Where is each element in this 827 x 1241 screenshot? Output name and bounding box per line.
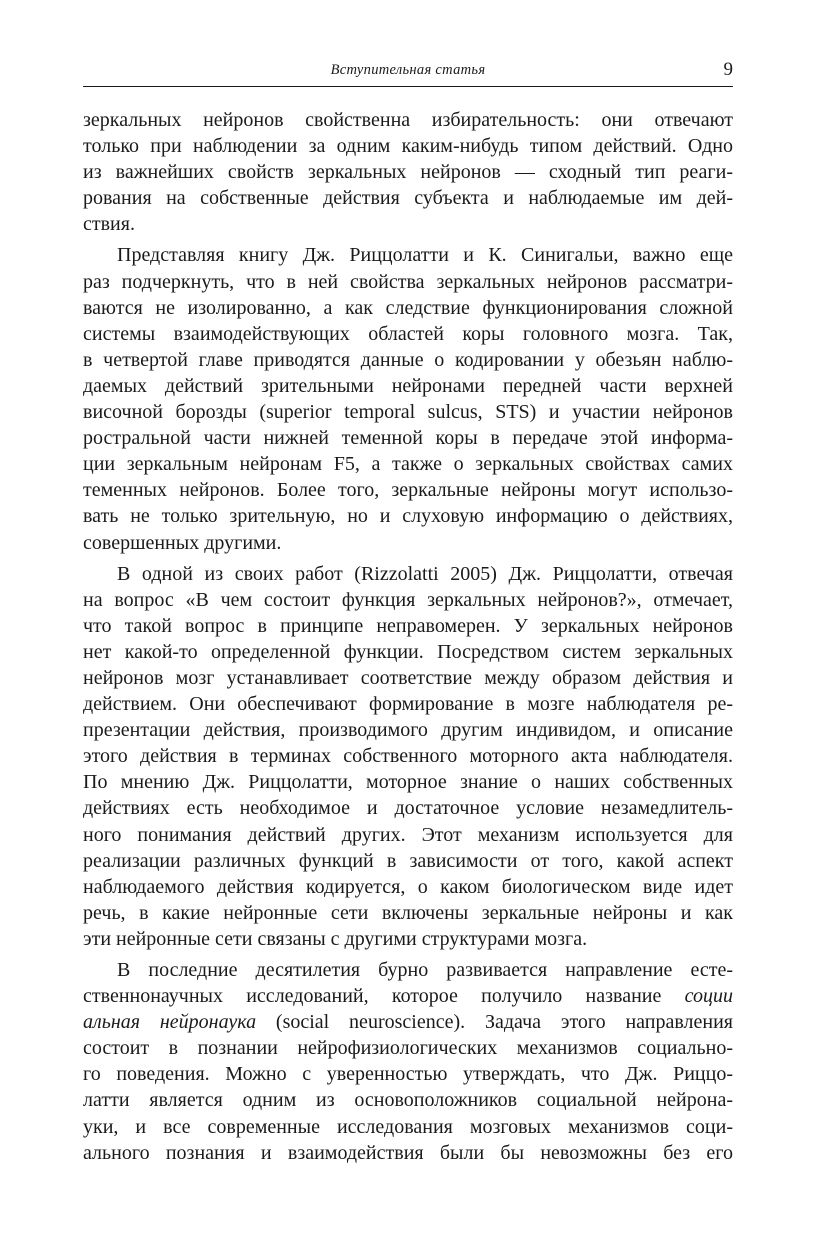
text-line: ции зеркальным нейронам F5, а также о зеркальных свойствах самих [83,453,733,476]
text-line: в четвертой главе приводятся данные о кодировании у обезьян наблю- [83,348,733,371]
text-line: теменных нейронов. Более того, зеркальные нейроны могут использо- [83,479,733,502]
text-line: Представляя книгу Дж. Риццолатти и К. Синигальи, важно еще [117,244,733,267]
text-line: только при наблюдении за одним каким-нибудь типом действий. Одно [83,135,733,158]
text-line: этого действия в терминах собственного моторного акта наблюдателя. [83,745,733,768]
text-line [83,1009,733,1035]
text-line: речь, в какие нейронные сети включены зеркальные нейроны и как [83,901,733,924]
text-line: уки, и все современные исследования мозговых механизмов соци- [83,1115,733,1138]
paragraph [83,957,733,1166]
text-line: ствия. [83,213,135,236]
text-line: ного понимания действий других. Этот механизм используется для [83,823,733,846]
text-line: нейронов мозг устанавливает соответствие между образом действия и [83,666,733,689]
text-line: вать не только зрительную, но и слуховую информацию о действиях, [83,505,733,528]
text-fragment: ственнонаучных исследований, которое получило название [83,985,685,1008]
text-line: действием. Они обеспечивают формирование в мозге наблюдателя ре- [83,693,733,716]
text-line [83,983,733,1009]
text-line: на вопрос «В чем состоит функция зеркальных нейронов?», отмечает, [83,588,733,611]
emphasis-term: альная нейронаука [83,1011,257,1034]
text-line: раз подчеркнуть, что в ней свойства зеркальных нейронов рассматри- [83,270,733,293]
text-line: даемых действий зрительными нейронами передней части верхней [83,374,733,397]
running-title: Вступительная статья [330,62,486,78]
text-line: нет какой-то определенной функции. Посредством систем зеркальных [83,640,733,663]
text-line: ростральной части нижней теменной коры в передаче этой информа- [83,427,733,450]
text-line: наблюдаемого действия кодируется, о каком биологическом виде идет [83,875,733,898]
text-line: рования на собственные действия субъекта и наблюдаемые им дей- [83,187,733,210]
text-line: презентации действия, производимого другим индивидом, и описание [83,719,733,742]
paragraph [83,242,733,555]
text-line: В последние десятилетия бурно развивается направление есте- [117,959,733,981]
paragraph [83,107,733,237]
text-line: В одной из своих работ (Rizzolatti 2005) Дж. Риццолатти, отвечая [117,562,733,585]
text-fragment: (social neuroscience). Задача этого направления [256,1011,734,1034]
text-line: ального познания и взаимодействия были бы невозможны без его [83,1141,733,1164]
text-line: что такой вопрос в принципе неправомерен. У зеркальных нейронов [83,614,733,637]
header-rule [83,86,733,87]
body-text [83,86,733,1166]
text-line: го поведения. Можно с уверенностью утверждать, что Дж. Риццо- [83,1063,733,1086]
text-line: совершенных другими. [83,531,282,554]
text-line: реализации различных функций в зависимости от того, какой аспект [83,849,733,872]
running-head [83,0,733,86]
text-line: латти является одним из основоположников социальной нейрона- [83,1089,733,1112]
paragraph [83,561,733,952]
book-page [83,0,733,1166]
text-line: системы взаимодействующих областей коры головного мозга. Так, [83,322,733,345]
text-line: По мнению Дж. Риццолатти, моторное знание о наших собственных [83,771,733,794]
text-line: височной борозды (superior temporal sulcus, STS) и участии нейронов [83,401,733,424]
page-number: 9 [723,59,733,80]
text-line: зеркальных нейронов свойственна избирательность: они отвечают [83,109,733,131]
text-line: ваются не изолированно, а как следствие функционирования сложной [83,296,733,319]
emphasis-term: соции [684,985,733,1008]
text-line: состоит в познании нейрофизиологических механизмов социально- [83,1037,733,1060]
text-line: из важнейших свойств зеркальных нейронов — сходный тип реаги- [83,161,733,184]
text-line: действиях есть необходимое и достаточное условие незамедлитель- [83,797,733,820]
text-line: эти нейронные сети связаны с другими структурами мозга. [83,927,588,950]
